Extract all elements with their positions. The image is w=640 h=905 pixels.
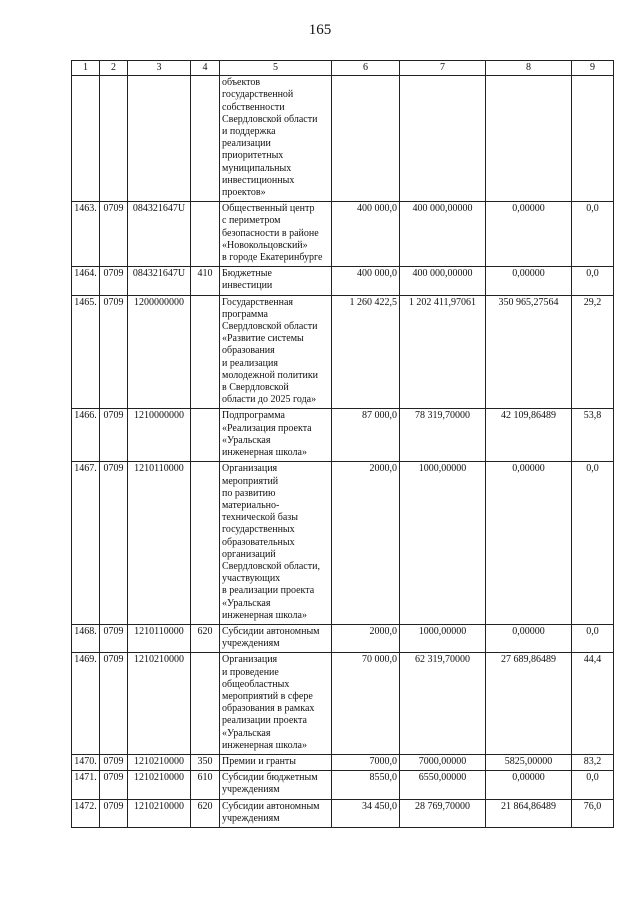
table-row	[72, 462, 614, 625]
page-number: 165	[308, 22, 332, 38]
remainder-amount-cell: 5825,00000	[486, 754, 572, 770]
remainder-amount-cell: 42 109,86489	[486, 409, 572, 462]
section-code-cell: 0709	[100, 799, 128, 827]
table-row	[72, 409, 614, 462]
row-number-cell: 1470.	[72, 754, 100, 770]
section-code-cell	[100, 76, 128, 202]
remainder-amount-cell	[486, 76, 572, 202]
expense-type-cell: 620	[191, 799, 220, 827]
remainder-amount-cell: 0,00000	[486, 202, 572, 267]
target-code-cell	[128, 76, 191, 202]
executed-amount-cell: 1000,00000	[400, 624, 486, 652]
item-name-cell: Подпрограмма «Реализация проекта «Уральская инженерная школа»	[220, 409, 332, 462]
column-header: 9	[572, 61, 614, 76]
row-number-cell: 1471.	[72, 771, 100, 799]
column-header: 3	[128, 61, 191, 76]
percent-cell: 0,0	[572, 624, 614, 652]
item-name-cell: Субсидии автономным учреждениям	[220, 624, 332, 652]
target-code-cell: 1210000000	[128, 409, 191, 462]
table-row	[72, 754, 614, 770]
table-row	[72, 624, 614, 652]
expense-type-cell	[191, 462, 220, 625]
percent-cell: 53,8	[572, 409, 614, 462]
remainder-amount-cell: 0,00000	[486, 624, 572, 652]
target-code-cell: 084321647U	[128, 267, 191, 295]
table-row	[72, 76, 614, 202]
row-number-cell	[72, 76, 100, 202]
planned-amount-cell: 7000,0	[332, 754, 400, 770]
row-number-cell: 1463.	[72, 202, 100, 267]
row-number-cell: 1466.	[72, 409, 100, 462]
section-code-cell: 0709	[100, 267, 128, 295]
column-header: 8	[486, 61, 572, 76]
table-row	[72, 295, 614, 409]
executed-amount-cell: 6550,00000	[400, 771, 486, 799]
planned-amount-cell: 400 000,0	[332, 202, 400, 267]
executed-amount-cell: 62 319,70000	[400, 653, 486, 755]
expense-type-cell: 620	[191, 624, 220, 652]
planned-amount-cell	[332, 76, 400, 202]
item-name-cell: Субсидии бюджетным учреждениям	[220, 771, 332, 799]
remainder-amount-cell: 0,00000	[486, 267, 572, 295]
table-row	[72, 771, 614, 799]
item-name-cell: Организация и проведение общеобластных мероприятий в сфере образования в рамках реализации проекта «Уральская инженерная школа»	[220, 653, 332, 755]
section-code-cell: 0709	[100, 624, 128, 652]
table-row	[72, 267, 614, 295]
table-row	[72, 653, 614, 755]
section-code-cell: 0709	[100, 754, 128, 770]
expense-type-cell	[191, 295, 220, 409]
row-number-cell: 1469.	[72, 653, 100, 755]
table-row	[72, 799, 614, 827]
percent-cell: 0,0	[572, 202, 614, 267]
executed-amount-cell: 28 769,70000	[400, 799, 486, 827]
executed-amount-cell: 1 202 411,97061	[400, 295, 486, 409]
column-header: 5	[220, 61, 332, 76]
percent-cell: 76,0	[572, 799, 614, 827]
remainder-amount-cell: 0,00000	[486, 462, 572, 625]
row-number-cell: 1464.	[72, 267, 100, 295]
column-header: 1	[72, 61, 100, 76]
item-name-cell: Премии и гранты	[220, 754, 332, 770]
planned-amount-cell: 1 260 422,5	[332, 295, 400, 409]
item-name-cell: Бюджетные инвестиции	[220, 267, 332, 295]
planned-amount-cell: 2000,0	[332, 624, 400, 652]
target-code-cell: 1210210000	[128, 754, 191, 770]
remainder-amount-cell: 27 689,86489	[486, 653, 572, 755]
remainder-amount-cell: 350 965,27564	[486, 295, 572, 409]
executed-amount-cell: 400 000,00000	[400, 267, 486, 295]
section-code-cell: 0709	[100, 771, 128, 799]
target-code-cell: 1200000000	[128, 295, 191, 409]
target-code-cell: 1210110000	[128, 462, 191, 625]
budget-table	[71, 60, 614, 828]
percent-cell: 29,2	[572, 295, 614, 409]
remainder-amount-cell: 21 864,86489	[486, 799, 572, 827]
target-code-cell: 1210210000	[128, 653, 191, 755]
header-row	[72, 61, 614, 76]
executed-amount-cell: 1000,00000	[400, 462, 486, 625]
row-number-cell: 1467.	[72, 462, 100, 625]
expense-type-cell	[191, 409, 220, 462]
remainder-amount-cell: 0,00000	[486, 771, 572, 799]
percent-cell: 0,0	[572, 771, 614, 799]
section-code-cell: 0709	[100, 462, 128, 625]
executed-amount-cell: 78 319,70000	[400, 409, 486, 462]
percent-cell	[572, 76, 614, 202]
item-name-cell: Общественный центр с периметром безопасности в районе «Новокольцовский» в городе Екатеринбурге	[220, 202, 332, 267]
column-header: 7	[400, 61, 486, 76]
item-name-cell: Государственная программа Свердловской области «Развитие системы образования и реализация молодежной политики в Свердловской области до 2025 года»	[220, 295, 332, 409]
section-code-cell: 0709	[100, 202, 128, 267]
planned-amount-cell: 87 000,0	[332, 409, 400, 462]
expense-type-cell: 350	[191, 754, 220, 770]
section-code-cell: 0709	[100, 653, 128, 755]
item-name-cell: Организация мероприятий по развитию материально- технической базы государственных образовательных организаций Свердловской области, участвующих в реализации проекта «Уральская инженерная школа»	[220, 462, 332, 625]
executed-amount-cell	[400, 76, 486, 202]
expense-type-cell: 610	[191, 771, 220, 799]
percent-cell: 0,0	[572, 267, 614, 295]
column-header: 6	[332, 61, 400, 76]
expense-type-cell	[191, 202, 220, 267]
target-code-cell: 1210210000	[128, 771, 191, 799]
section-code-cell: 0709	[100, 409, 128, 462]
expense-type-cell	[191, 76, 220, 202]
planned-amount-cell: 8550,0	[332, 771, 400, 799]
percent-cell: 44,4	[572, 653, 614, 755]
row-number-cell: 1468.	[72, 624, 100, 652]
executed-amount-cell: 400 000,00000	[400, 202, 486, 267]
column-header: 4	[191, 61, 220, 76]
percent-cell: 83,2	[572, 754, 614, 770]
target-code-cell: 084321647U	[128, 202, 191, 267]
section-code-cell: 0709	[100, 295, 128, 409]
column-header: 2	[100, 61, 128, 76]
planned-amount-cell: 34 450,0	[332, 799, 400, 827]
target-code-cell: 1210110000	[128, 624, 191, 652]
planned-amount-cell: 2000,0	[332, 462, 400, 625]
row-number-cell: 1465.	[72, 295, 100, 409]
percent-cell: 0,0	[572, 462, 614, 625]
item-name-cell: объектов государственной собственности Свердловской области и поддержка реализации приоритетных муниципальных инвестиционных проектов»	[220, 76, 332, 202]
planned-amount-cell: 70 000,0	[332, 653, 400, 755]
expense-type-cell: 410	[191, 267, 220, 295]
target-code-cell: 1210210000	[128, 799, 191, 827]
expense-type-cell	[191, 653, 220, 755]
planned-amount-cell: 400 000,0	[332, 267, 400, 295]
row-number-cell: 1472.	[72, 799, 100, 827]
table-row	[72, 202, 614, 267]
executed-amount-cell: 7000,00000	[400, 754, 486, 770]
item-name-cell: Субсидии автономным учреждениям	[220, 799, 332, 827]
